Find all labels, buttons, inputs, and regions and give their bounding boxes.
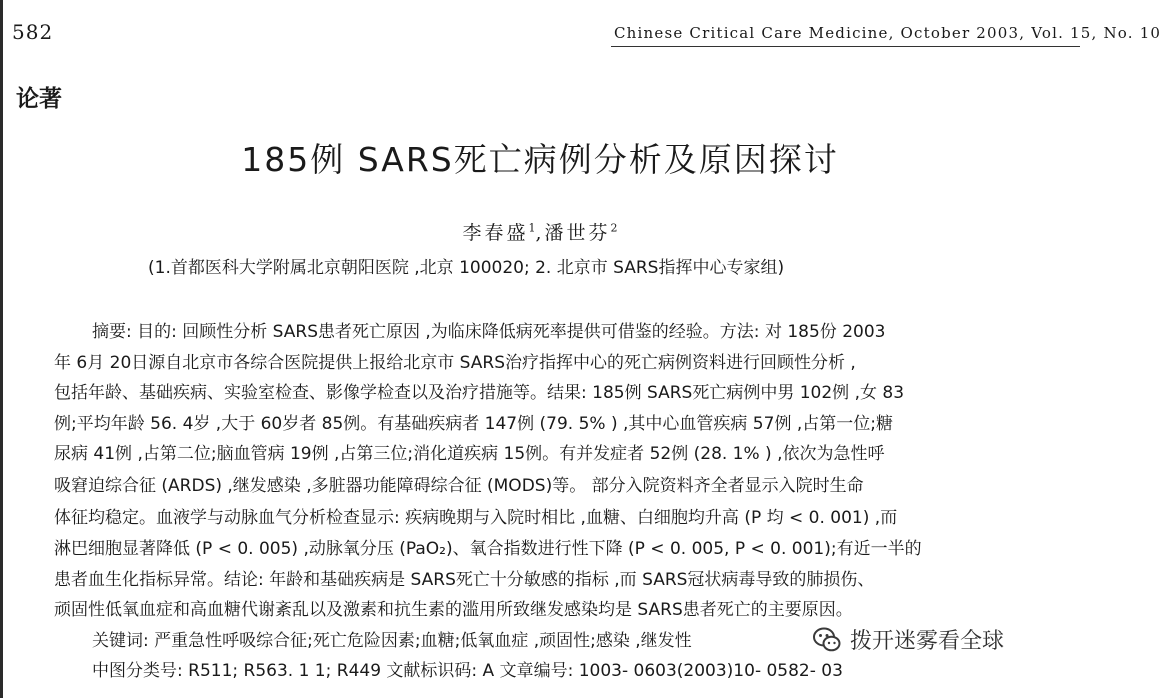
abstract-line: 尿病 41例 ,占第二位;脑血管病 19例 ,占第三位;消化道疾病 15例。有并发症者 52例 (28. 1% ) ,依次为急性呼 [54,444,885,464]
abstract-line: 摘要: 目的: 回顾性分析 SARS患者死亡原因 ,为临床降低病死率提供可借鉴的经验。方法: 对 185份 2003 [92,322,886,342]
classification-line: 中图分类号: R511; R563. 1 1; R449 文献标识码: A 文章编号: 1003- 0603(2003)10- 0582- 03 [92,661,843,681]
abstract-line: 顽固性低氧血症和高血糖代谢紊乱以及激素和抗生素的滥用所致继发感染均是 SARS患者死亡的主要原因。 [54,600,853,620]
abstract-line: 体征均稳定。血液学与动脉血气分析检查显示: 疾病晚期与入院时相比 ,血糖、白细胞均升高 (P 均 < 0. 001) ,而 [54,508,898,528]
abstract-line: 例;平均年龄 56. 4岁 ,大于 60岁者 85例。有基础疾病者 147例 (79. 5% ) ,其中心血管疾病 57例 ,占第一位;糖 [54,414,893,434]
affiliation-line: (1.首都医科大学附属北京朝阳医院 ,北京 100020; 2. 北京市 SARS指挥中心专家组) [148,258,785,278]
abstract-line: 淋巴细胞显著降低 (P < 0. 005) ,动脉氧分压 (PaO₂)、氧合指数进行性下降 (P < 0. 005, P < 0. 001);有近一半的 [54,539,922,559]
author-separator: , [535,222,545,244]
author-line [0,218,1080,245]
page-number [12,20,53,44]
wechat-icon [812,625,842,655]
abstract-line: 年 6月 20日源自北京市各综合医院提供上报给北京市 SARS治疗指挥中心的死亡病例资料进行回顾性分析 , [54,353,856,373]
journal-running-head: Chinese Critical Care Medicine, October 2003, Vol. 15, No. 10 [614,24,1161,42]
keywords-line: 关键词: 严重急性呼吸综合征;死亡危险因素;血糖;低氧血症 ,顽固性;感染 ,继发性 [92,631,692,651]
abstract-line: 患者血生化指标异常。结论: 年龄和基础疾病是 SARS死亡十分敏感的指标 ,而 SARS冠状病毒导致的肺损伤、 [54,570,875,590]
author-name: 潘世芬 [544,222,611,244]
abstract-line: 吸窘迫综合征 (ARDS) ,继发感染 ,多脏器功能障碍综合征 (MODS)等。 部分入院资料齐全者显示入院时生命 [54,476,864,496]
page-number-text: 582 [12,20,54,44]
watermark-text: 拨开迷雾看全球 [850,629,1005,654]
wechat-watermark [808,622,1010,657]
article-title: 185例 SARS死亡病例分析及原因探讨 [241,140,839,179]
section-label: 论著 [16,86,62,112]
author-affil-mark: 1 [528,221,536,235]
running-head-rule [611,46,1080,47]
page-left-border [0,0,3,698]
author-name: 李春盛 [462,222,529,244]
abstract-line: 包括年龄、基础疾病、实验室检查、影像学检查以及治疗措施等。结果: 185例 SARS死亡病例中男 102例 ,女 83 [54,383,905,403]
author-affil-mark: 2 [610,221,618,235]
